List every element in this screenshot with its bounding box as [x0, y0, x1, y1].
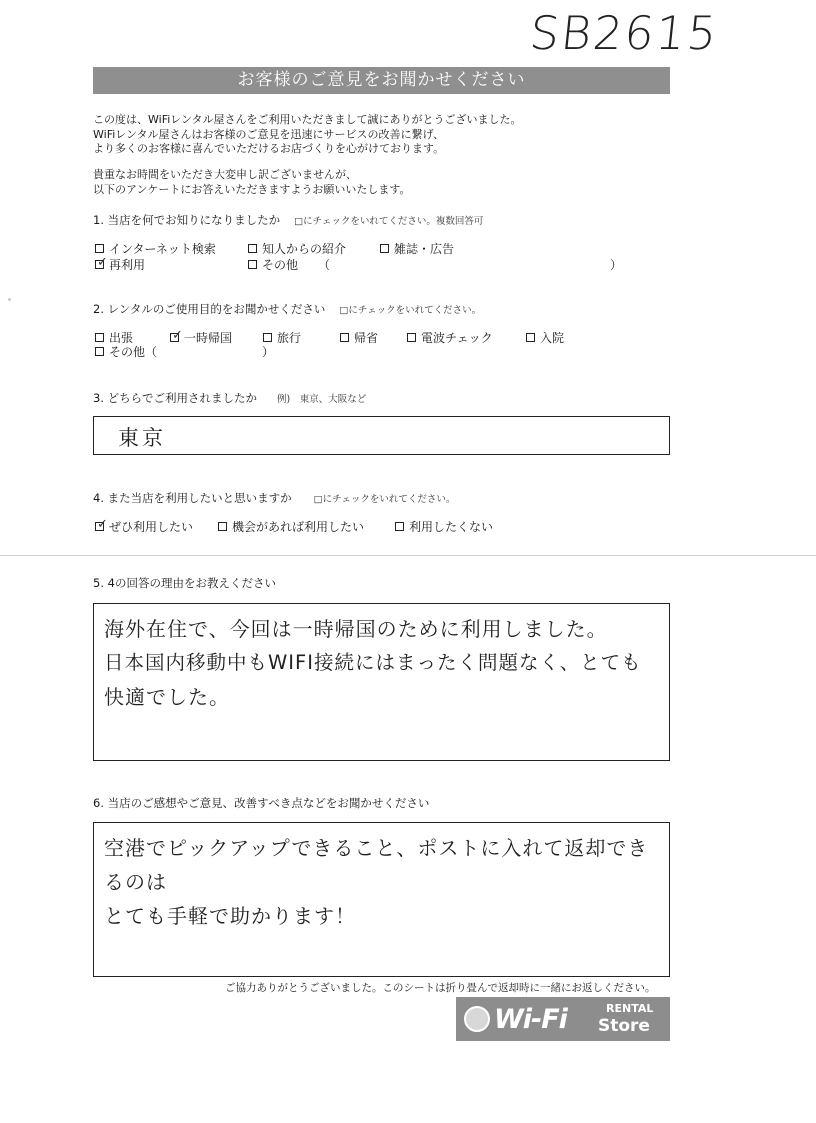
q3-title: 3. どちらでご利用されましたか — [93, 391, 258, 405]
q5-title: 5. 4の回答の理由をお教えください — [93, 576, 276, 590]
intro-line: 貴重なお時間をいただき大変申し訳ございませんが、 — [93, 168, 357, 181]
q5-heading — [93, 575, 276, 591]
checkbox[interactable] — [95, 333, 104, 342]
q2-option-homecoming[interactable]: ✓ 一時帰国 — [172, 328, 233, 345]
handwritten-document-id: SB2615 — [527, 6, 722, 60]
q2-heading — [93, 301, 481, 317]
answer-line: 空港でピックアップできること、ポストに入れて返却できるのは — [104, 836, 649, 894]
q6-answer — [94, 823, 669, 941]
q2-other-close-paren: ） — [262, 345, 275, 359]
q1-note: □にチェックをいれてください。複数回答可 — [294, 216, 484, 227]
q4-option-if-chance[interactable]: 機会があれば利用したい — [218, 518, 364, 535]
q4-option-definitely[interactable]: ✓ ぜひ利用したい — [97, 517, 194, 534]
q2-option-signal-check[interactable]: 電波チェック — [407, 329, 493, 346]
q1-other-close-paren: ） — [610, 258, 623, 272]
q2-option-other[interactable]: その他（ — [95, 343, 157, 360]
intro-paragraph-1 — [93, 113, 522, 157]
checkbox[interactable] — [218, 522, 227, 531]
q1-option-referral[interactable]: 知人からの紹介 — [248, 240, 346, 257]
q6-answer-field[interactable] — [93, 822, 670, 977]
q4-title: 4. また当店を利用したいと思いますか — [93, 491, 292, 505]
q4-note: □にチェックをいれてください。 — [313, 494, 456, 505]
check-mark-icon: ✓ — [97, 255, 108, 270]
q1-option-internet[interactable]: インターネット検索 — [95, 240, 216, 257]
checkbox[interactable] — [95, 255, 108, 270]
title-bar — [93, 67, 670, 94]
scan-speck — [8, 298, 11, 301]
checkbox[interactable] — [340, 333, 349, 342]
q2-option-business[interactable]: 出張 — [95, 329, 133, 346]
q1-option-reuse[interactable]: ✓ 再利用 — [97, 255, 146, 272]
mascot-icon — [464, 1006, 490, 1032]
q4-heading — [93, 490, 455, 506]
q3-answer-field[interactable] — [93, 416, 670, 455]
q4-option-no[interactable]: 利用したくない — [395, 518, 493, 535]
intro-line: WiFiレンタル屋さんはお客様のご意見を迅速にサービスの改善に繋げ、 — [93, 127, 445, 141]
q3-example: 例) 東京、大阪など — [277, 394, 367, 405]
intro-line: 以下のアンケートにお答えいただきますようお願いいたします。 — [93, 182, 411, 196]
answer-line: とても手軽で助かります！ — [104, 904, 356, 928]
checkbox[interactable] — [380, 244, 389, 253]
intro-line: この度は、WiFiレンタル屋さんをご利用いただきまして誠にありがとうございました。 — [93, 113, 522, 126]
checkbox[interactable] — [248, 244, 257, 253]
checkbox[interactable] — [248, 260, 257, 269]
check-mark-icon: ✓ — [97, 517, 108, 532]
q2-option-travel[interactable]: 旅行 — [263, 329, 301, 346]
logo-store-text: Store — [598, 1016, 650, 1036]
checkbox[interactable] — [526, 333, 535, 342]
checkbox[interactable] — [395, 522, 404, 531]
logo-wifi-text: Wi-Fi — [494, 1003, 567, 1035]
q2-option-visit-home[interactable]: 帰省 — [340, 329, 378, 346]
q1-option-magazine[interactable]: 雑誌・広告 — [380, 240, 454, 257]
checkbox[interactable] — [95, 244, 104, 253]
answer-line: 快適でした。 — [104, 685, 230, 709]
fold-line-divider — [0, 555, 816, 556]
check-mark-icon: ✓ — [172, 328, 183, 343]
footer-thanks: ご協力ありがとうございました。このシートは折り畳んで返却時に一緒にお返しください。 — [225, 982, 656, 994]
checkbox[interactable] — [407, 333, 416, 342]
answer-line: 日本国内移動中もWIFI接続にはまったく問題なく、とても — [104, 651, 642, 674]
intro-line: より多くのお客様に喜んでいただけるお店づくりを心がけております。 — [93, 142, 445, 155]
logo-rental-text: RENTAL — [606, 1002, 654, 1015]
answer-line: 海外在住で、今回は一時帰国のために利用しました。 — [104, 617, 608, 641]
checkbox[interactable] — [170, 328, 183, 343]
checkbox[interactable] — [263, 333, 272, 342]
q1-title: 1. 当店を何でお知りになりましたか — [93, 213, 281, 227]
q2-title: 2. レンタルのご使用目的をお聞かせください — [93, 302, 326, 316]
page-title: お客様のご意見をお聞かせください — [237, 70, 526, 90]
q3-answer: 東京 — [118, 426, 166, 450]
intro-paragraph-2 — [93, 168, 410, 197]
q5-answer — [94, 604, 669, 722]
q1-option-other[interactable]: その他 （ — [248, 256, 330, 273]
q6-heading — [93, 795, 429, 811]
q6-title: 6. 当店のご感想やご意見、改善すべき点などをお聞かせください — [93, 796, 430, 810]
q1-heading — [93, 212, 483, 228]
q2-option-hospital[interactable]: 入院 — [526, 329, 564, 346]
q3-heading — [93, 390, 366, 406]
checkbox[interactable] — [95, 347, 104, 356]
wifi-rental-store-logo — [456, 997, 670, 1041]
checkbox[interactable] — [95, 517, 108, 532]
q5-answer-field[interactable] — [93, 603, 670, 761]
q2-note: □にチェックをいれてください。 — [339, 305, 482, 316]
